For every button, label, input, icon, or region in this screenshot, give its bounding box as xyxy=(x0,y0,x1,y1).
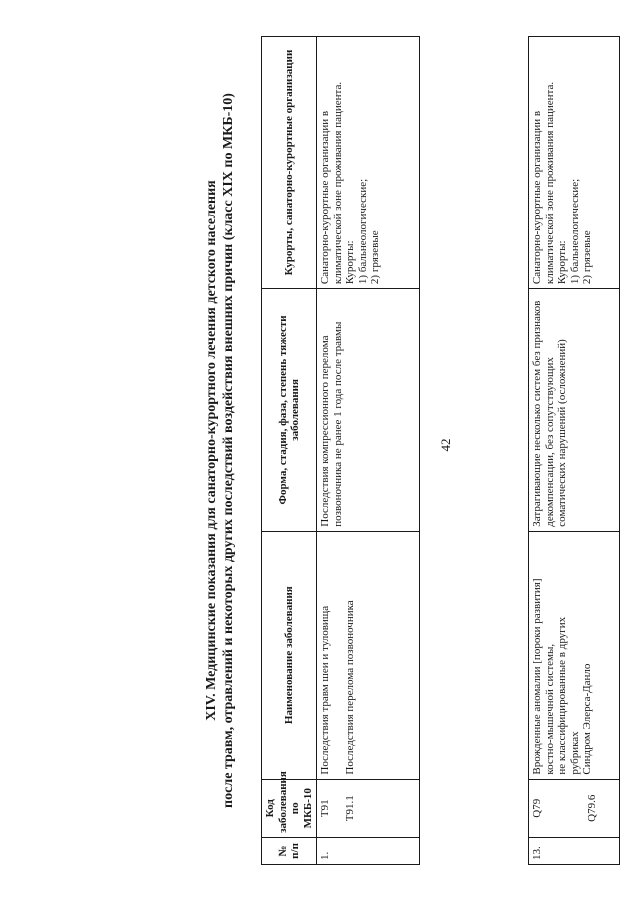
header-number: № п/п xyxy=(262,837,317,864)
row-number: 13. xyxy=(529,837,620,864)
disease-name-cell xyxy=(317,531,420,779)
resorts-cell xyxy=(529,37,620,289)
disease-name-line: рубриках xyxy=(568,731,581,775)
header-resorts: Курорты, санаторно-курортные организации xyxy=(262,37,317,289)
resorts-line: 1) бальнеологические; xyxy=(356,178,369,285)
row-number: 1. xyxy=(317,837,420,864)
header-form: Форма, стадия, фаза, степень тяжести заболевания xyxy=(262,289,317,532)
disease-subname: Последствия перелома позвоночника xyxy=(343,600,356,775)
disease-subname: Синдром Элерса-Данло xyxy=(581,663,593,775)
header-name: Наименование заболевания xyxy=(262,531,317,779)
resorts-line: 2) грязевые xyxy=(369,230,381,285)
page-number: 42 xyxy=(438,438,453,452)
disease-code: T91 xyxy=(319,799,331,818)
resorts-line: 1) бальнеологические; xyxy=(568,178,581,285)
disease-form-cell: Затрагивающие несколько систем без признаков декомпенсации, без сопутствующих соматических нарушений (осложнений) xyxy=(529,289,620,532)
disease-name-line: костно-мышечной системы, xyxy=(543,643,556,775)
disease-code: Q79 xyxy=(531,798,543,818)
resorts-line: Санаторно-курортные организации в климатической зоне проживания пациента. xyxy=(531,81,556,285)
disease-form-cell: Последствия компрессионного перелома позвоночника не ранее 1 года после травмы xyxy=(317,289,420,532)
resorts-cell xyxy=(317,37,420,289)
resorts-line: 2) грязевые xyxy=(581,230,593,285)
disease-name: Последствия травм шеи и туловища xyxy=(319,605,331,775)
section-heading-line-1: XIV. Медицинские показания для санаторно-курортного лечения детского населения xyxy=(204,180,219,721)
section-heading-line-2: после травм, отравлений и некоторых других последствий воздействия внешних причин (класс XIX по МКБ-10) xyxy=(221,93,236,808)
disease-code-cell xyxy=(529,779,620,837)
header-code: Код заболевания по МКБ-10 xyxy=(262,779,317,837)
disease-name-cell xyxy=(529,531,620,779)
top-table xyxy=(528,36,620,865)
disease-subcode: Q79.6 xyxy=(585,794,598,822)
resorts-line: Санаторно-курортные организации в климатической зоне проживания пациента. xyxy=(319,81,344,285)
disease-subcode: T91.1 xyxy=(343,795,356,822)
disease-name-line: Врожденные аномалии [пороки развития] xyxy=(531,578,543,775)
resorts-line: Курорты: xyxy=(344,240,356,285)
indications-table xyxy=(261,36,420,865)
disease-name-line: не классифицированные в других xyxy=(556,616,568,775)
disease-code-cell xyxy=(317,779,420,837)
table-row xyxy=(317,37,420,865)
table-header-row xyxy=(262,37,317,865)
table-row xyxy=(529,37,620,865)
resorts-line: Курорты: xyxy=(556,240,568,285)
section-heading xyxy=(203,36,237,865)
